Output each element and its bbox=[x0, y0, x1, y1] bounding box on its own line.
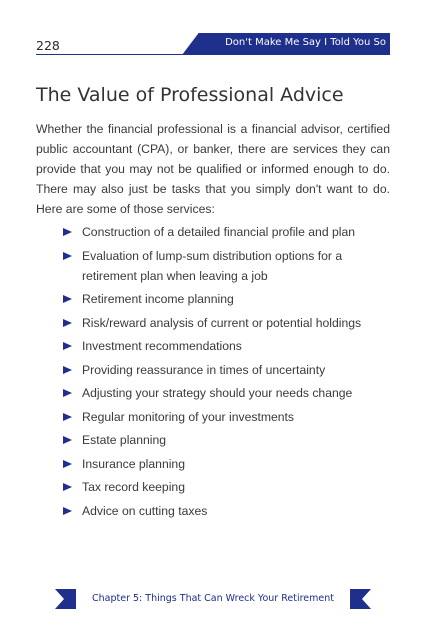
list-item-text: Retirement income planning bbox=[82, 292, 234, 306]
list-item-text: Regular monitoring of your investments bbox=[82, 409, 295, 424]
triangle-right-icon bbox=[63, 366, 72, 374]
footer-notch-right bbox=[362, 589, 371, 609]
triangle-right-icon bbox=[63, 483, 72, 491]
list-item bbox=[63, 313, 390, 333]
triangle-right-icon bbox=[63, 252, 72, 260]
chapter-title: Chapter 5: Things That Can Wreck Your Retirement bbox=[92, 593, 334, 604]
list-item bbox=[63, 222, 390, 242]
triangle-right-icon bbox=[63, 228, 72, 236]
list-item-text: Advice on cutting taxes bbox=[82, 503, 208, 518]
list-item-text: Providing reassurance in times of uncertainty bbox=[82, 362, 326, 377]
header-rule bbox=[36, 54, 390, 55]
services-list bbox=[63, 222, 390, 524]
list-item-text: Insurance planning bbox=[82, 456, 185, 471]
triangle-right-icon bbox=[63, 389, 72, 397]
list-item bbox=[63, 477, 390, 497]
triangle-right-icon bbox=[63, 413, 72, 421]
footer-notch-left bbox=[55, 589, 64, 609]
list-item-text: Evaluation of lump-sum distribution options for a retirement plan when leaving a job bbox=[82, 248, 343, 283]
list-item bbox=[63, 407, 390, 427]
running-title: Don't Make Me Say I Told You So bbox=[225, 37, 386, 48]
list-item bbox=[63, 289, 390, 309]
triangle-right-icon bbox=[63, 436, 72, 444]
list-item-text: Risk/reward analysis of current or potential holdings bbox=[82, 315, 362, 330]
triangle-right-icon bbox=[63, 342, 72, 350]
list-item bbox=[63, 336, 390, 356]
triangle-right-icon bbox=[63, 507, 72, 515]
triangle-right-icon bbox=[63, 460, 72, 468]
list-item bbox=[63, 246, 390, 286]
list-item-text: Estate planning bbox=[82, 433, 167, 447]
list-item bbox=[63, 360, 390, 380]
list-item bbox=[63, 501, 390, 521]
triangle-right-icon bbox=[63, 319, 72, 327]
list-item-text: Investment recommendations bbox=[82, 339, 242, 353]
intro-paragraph: Whether the financial professional is a financial advisor, certified public accountant (CPA), or banker, there are services they can provide that you may not be qualified or informed enough to do. There may also just be tasks that you simply don't want to do. Here are some of those services: bbox=[36, 122, 390, 216]
triangle-right-icon bbox=[63, 295, 72, 303]
list-item-text: Adjusting your strategy should your needs change bbox=[82, 386, 353, 400]
list-item bbox=[63, 430, 390, 450]
list-item bbox=[63, 454, 390, 474]
list-item bbox=[63, 383, 390, 403]
list-item-text: Tax record keeping bbox=[82, 480, 185, 494]
page-number: 228 bbox=[36, 38, 60, 53]
section-heading: The Value of Professional Advice bbox=[36, 84, 344, 106]
list-item-text: Construction of a detailed financial profile and plan bbox=[82, 225, 356, 239]
